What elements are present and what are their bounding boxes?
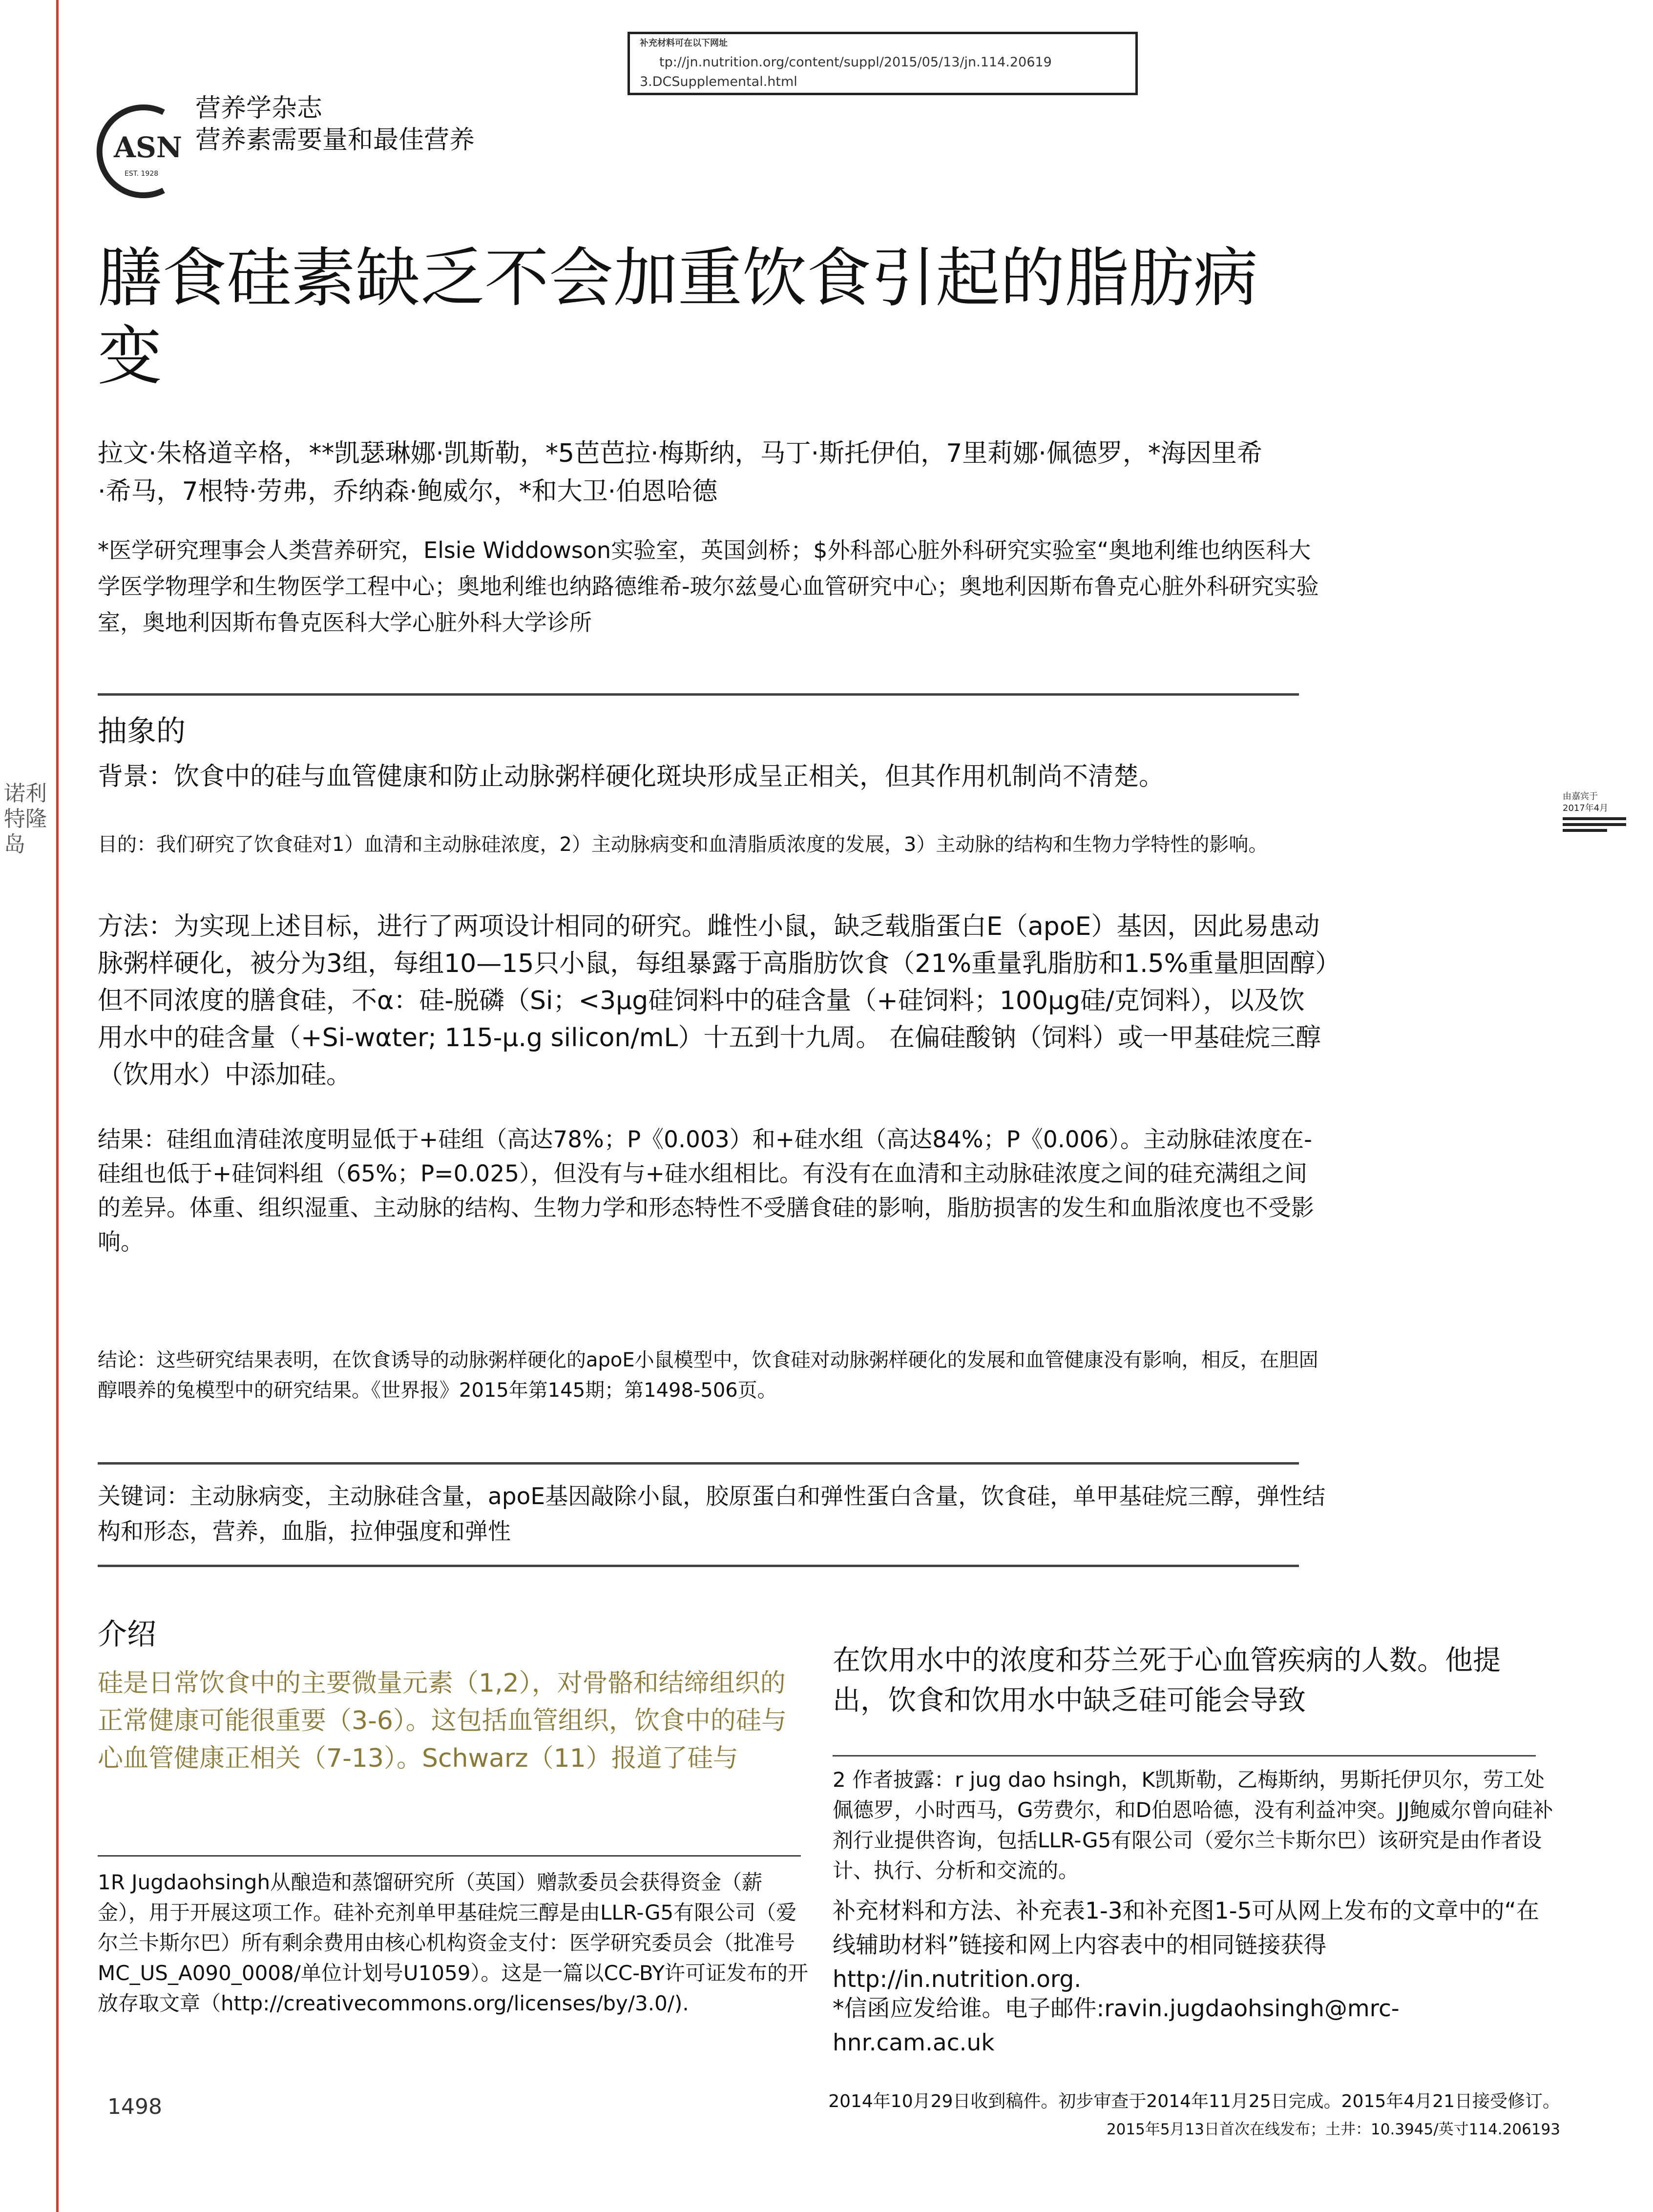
disclosure-footnote: 2 作者披露：r jug dao hsingh，K凯斯勒，乙梅斯纳，男斯托伊贝尔，劳工处佩德罗，小时西马，G劳费尔，和D伯恩哈德，没有利益冲突。JJ鲍威尔曾向硅补剂行业提供咨询，包括LLR-G5有限公司（爱尔兰卡斯尔巴）该研究是由作者设计、执行、分析和交流的。	[833, 1768, 1553, 1882]
divider	[98, 1462, 1299, 1465]
download-stamp	[1563, 791, 1626, 835]
abstract-methods: 方法：为实现上述目标，进行了两项设计相同的研究。雌性小鼠，缺乏载脂蛋白E（apoE）基因，因此易患动脉粥样硬化，被分为3组，每组10—15只小鼠，每组暴露于高脂肪饮食（21%重量乳脂肪和1.5%重量胆固醇）但不同浓度的膳食硅，不α：硅-脱磷（Si；<3μg硅饲料中的硅含量（+硅饲料；100μg硅/克饲料），以及饮用水中的硅含量（+Si-wαter; 115-μ.g silicon/mL）十五到十九周。 在偏硅酸钠（饲料）或一甲基硅烷三醇（饮用水）中添加硅。	[98, 912, 1328, 1090]
stamp-bar	[1563, 823, 1626, 826]
abstract-heading: 抽象的	[98, 714, 186, 748]
logo-text: ASN	[114, 131, 182, 164]
abstract-background: 背景：饮食中的硅与血管健康和防止动脉粥样硬化斑块形成呈正相关，但其作用机制尚不清楚。	[98, 762, 1165, 791]
intro-heading: 介绍	[98, 1617, 156, 1652]
footnote-divider	[833, 1755, 1536, 1757]
logo-year: EST. 1928	[125, 170, 159, 178]
author-list: 拉文·朱格道辛格，**凯瑟琳娜·凯斯勒，*5芭芭拉·梅斯纳，马丁·斯托伊伯，7里莉娜·佩德罗，*海因里希·希马，7根特·劳弗，乔纳森·鲍威尔，*和大卫·伯恩哈德	[98, 439, 1262, 506]
footnote-divider	[98, 1855, 801, 1857]
intro-text-continued: 在饮用水中的浓度和芬兰死于心血管疾病的人数。他提出，饮食和饮用水中缺乏硅可能会导致	[833, 1644, 1501, 1716]
supplemental-url-line1[interactable]: tp://jn.nutrition.org/content/suppl/2015/05/13/jn.114.20619	[659, 55, 1052, 70]
funding-footnote: 1R Jugdaohsingh从酿造和蒸馏研究所（英国）赠款委员会获得资金（薪金），用于开展这项工作。硅补充剂单甲基硅烷三醇是由LLR-G5有限公司（爱尔兰卡斯尔巴）所有剩余费用由核心机构资金支付：医学研究委员会（批准号MC_US_A090_0008/单位计划号U1059）。这是一篇以CC-BY许可证发布的开放存取文章（http://creativecommons.org/licenses/by/3.0/).	[98, 1870, 809, 2015]
divider	[98, 693, 1299, 696]
published-date: 2015年5月13日首次在线发布；土井：10.3945/英寸114.206193	[1106, 2121, 1560, 2138]
article-title: 膳食硅素缺乏不会加重饮食引起的脂肪病变	[98, 241, 1258, 394]
supplemental-note: 补充材料和方法、补充表1-3和补充图1-5可从网上发布的文章中的“在线辅助材料”链接和网上内容表中的相同链接获得http://in.nutrition.org.	[833, 1898, 1539, 1993]
affiliations: *医学研究理事会人类营养研究，Elsie Widdowson实验室，英国剑桥；$外科部心脏外科研究实验室“奥地利维也纳医科大学医学物理学和生物医学工程中心；奥地利维也纳路德维希-玻尔兹曼心血管研究中心；奥地利因斯布鲁克心脏外科研究实验室，奥地利因斯布鲁克医科大学心脏外科大学诊所	[98, 537, 1319, 636]
asn-logo	[105, 103, 203, 200]
stamp-line1: 由嘉宾于	[1563, 791, 1598, 802]
correspondence: *信函应发给谁。电子邮件:ravin.jugdaohsingh@mrc-hnr.cam.ac.uk	[833, 1995, 1400, 2056]
keywords: 关键词：主动脉病变，主动脉硅含量，apoE基因敲除小鼠，胶原蛋白和弹性蛋白含量，饮食硅，单甲基硅烷三醇，弹性结构和形态，营养，血脂，拉伸强度和弹性	[98, 1483, 1326, 1545]
abstract-conclusions: 结论：这些研究结果表明，在饮食诱导的动脉粥样硬化的apoE小鼠模型中，饮食硅对动脉粥样硬化的发展和血管健康没有影响，相反，在胆固醇喂养的兔模型中的研究结果。《世界报》2015年第145期；第1498-506页。	[98, 1349, 1318, 1402]
divider	[98, 1565, 1299, 1567]
intro-text: 硅是日常饮食中的主要微量元素（1,2），对骨骼和结缔组织的正常健康可能很重要（3-6）。这包括血管组织，饮食中的硅与心血管健康正相关（7-13）。Schwarz（11）报道了硅与	[98, 1669, 787, 1773]
page-number: 1498	[107, 2094, 162, 2119]
left-margin-line	[56, 0, 59, 2212]
supplemental-heading: 补充材料可在以下网址	[640, 38, 728, 48]
journal-section: 营养素需要量和最佳营养	[195, 125, 475, 155]
journal-name: 营养学杂志	[195, 94, 323, 123]
stamp-line2: 2017年4月	[1563, 803, 1609, 813]
supplemental-url-line2[interactable]: 3.DCSupplemental.html	[640, 74, 797, 89]
received-dates: 2014年10月29日收到稿件。初步审查于2014年11月25日完成。2015年4月21日接受修订。	[828, 2091, 1560, 2111]
stamp-bar	[1563, 817, 1626, 820]
abstract-objective: 目的：我们研究了饮食硅对1）血清和主动脉硅浓度，2）主动脉病变和血清脂质浓度的发展，3）主动脉的结构和生物力学特性的影响。	[98, 833, 1268, 856]
stamp-bar	[1563, 829, 1607, 832]
supplemental-url-box	[628, 32, 1138, 95]
abstract-results: 结果：硅组血清硅浓度明显低于+硅组（高达78%；P《0.003）和+硅水组（高达84%；P《0.006）。主动脉硅浓度在-硅组也低于+硅饲料组（65%；P=0.025），但没有与+硅水组相比。有没有在血清和主动脉硅浓度之间的硅充满组之间的差异。体重、组织湿重、主动脉的结构、生物力学和形态特性不受膳食硅的影响，脂肪损害的发生和血脂浓度也不受影响。	[98, 1126, 1314, 1256]
side-label: 诺利特隆岛	[4, 781, 47, 857]
